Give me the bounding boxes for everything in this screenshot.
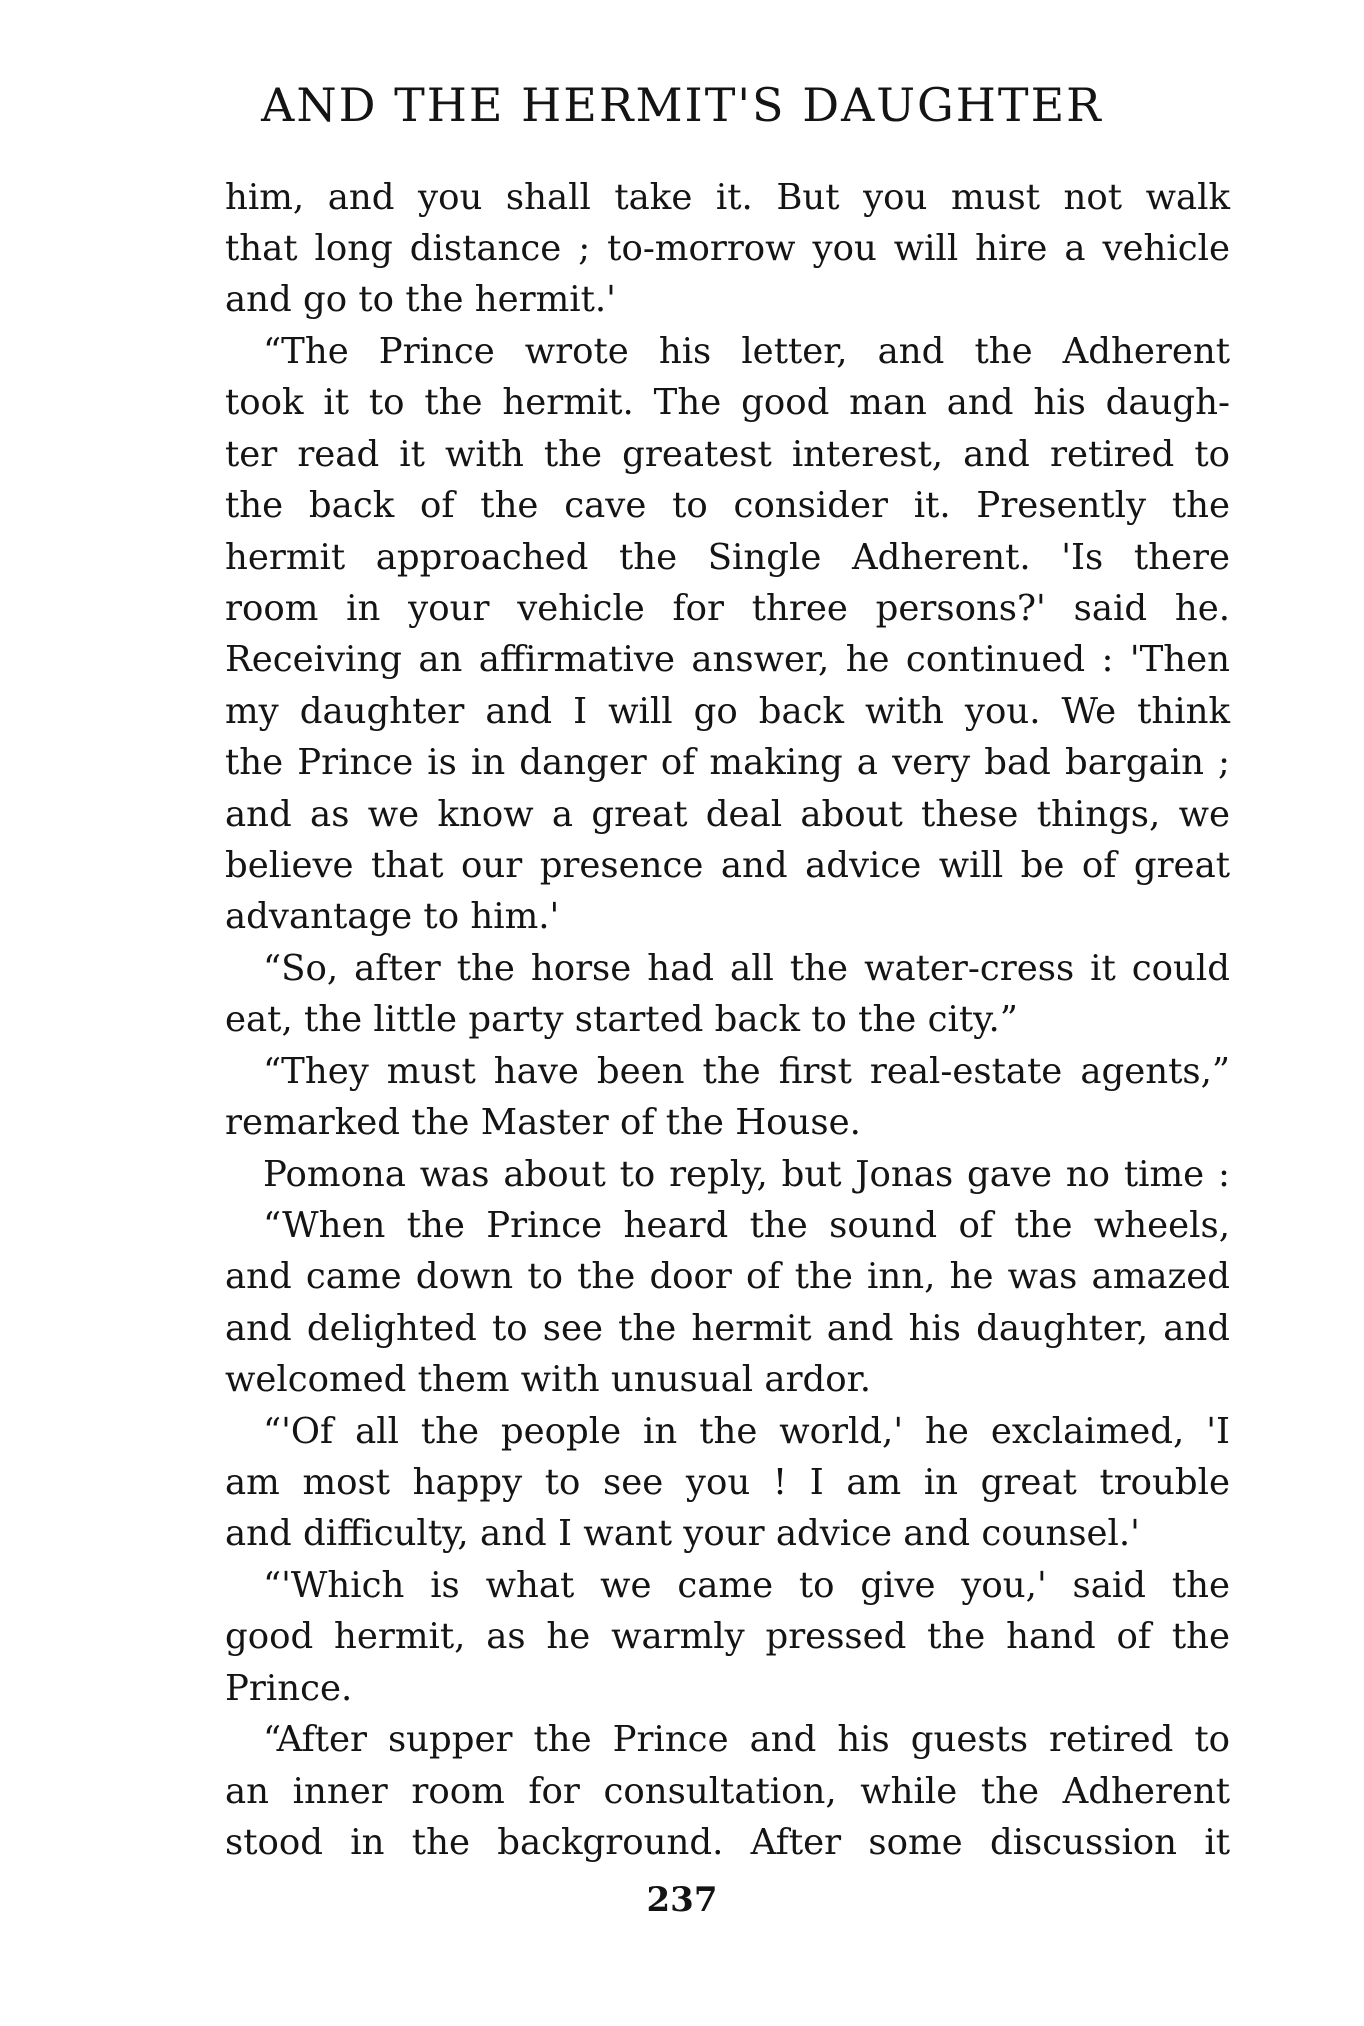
page-number: 237 — [646, 1880, 718, 1920]
text-line: eat, the little party started back to the city.” — [225, 999, 1018, 1040]
text-line: welcomed them with unusual ardor. — [225, 1359, 871, 1400]
text-line: “So, after the horse had all the water-cress it could — [263, 948, 1230, 989]
text-line: good hermit, as he warmly pressed the hand of the — [225, 1616, 1230, 1657]
text-line: Pomona was about to reply, but Jonas gave no time : — [263, 1154, 1230, 1195]
text-line: remarked the Master of the House. — [225, 1102, 861, 1143]
text-line: and delighted to see the hermit and his daughter, and — [225, 1308, 1230, 1349]
text-line: “After supper the Prince and his guests retired to — [263, 1719, 1230, 1760]
text-line: “The Prince wrote his letter, and the Adherent — [263, 331, 1230, 372]
text-line: and go to the hermit.' — [225, 279, 616, 320]
text-line: Receiving an affirmative answer, he continued : 'Then — [225, 639, 1230, 680]
text-line: “'Of all the people in the world,' he exclaimed, 'I — [263, 1411, 1230, 1452]
text-line: room in your vehicle for three persons?' said he. — [225, 588, 1230, 629]
text-line: that long distance ; to-morrow you will hire a vehicle — [225, 228, 1230, 269]
running-head: AND THE HERMIT'S DAUGHTER — [261, 78, 1103, 132]
text-line: and as we know a great deal about these things, we — [225, 794, 1230, 835]
text-line: stood in the background. After some discussion it — [225, 1822, 1230, 1863]
text-line: am most happy to see you ! I am in great trouble — [225, 1462, 1230, 1503]
text-line: and came down to the door of the inn, he was amazed — [225, 1256, 1230, 1297]
text-line: the back of the cave to consider it. Presently the — [225, 485, 1230, 526]
text-line: believe that our presence and advice will be of great — [225, 845, 1230, 886]
text-line: took it to the hermit. The good man and his daugh- — [225, 382, 1230, 423]
text-line: and difficulty, and I want your advice and counsel.' — [225, 1513, 1140, 1554]
text-line: him, and you shall take it. But you must not walk — [225, 177, 1230, 218]
text-line: an inner room for consultation, while the Adherent — [225, 1771, 1230, 1812]
text-line: Prince. — [225, 1668, 353, 1709]
text-line: advantage to him.' — [225, 896, 560, 937]
text-line: ter read it with the greatest interest, and retired to — [225, 434, 1230, 475]
text-line: “'Which is what we came to give you,' said the — [263, 1565, 1230, 1606]
text-line: the Prince is in danger of making a very bad bargain ; — [225, 742, 1230, 783]
text-line: my daughter and I will go back with you. We think — [225, 691, 1230, 732]
text-line: hermit approached the Single Adherent. 'Is there — [225, 537, 1230, 578]
text-line: “When the Prince heard the sound of the wheels, — [263, 1205, 1230, 1246]
text-line: “They must have been the first real-estate agents,” — [263, 1051, 1230, 1092]
